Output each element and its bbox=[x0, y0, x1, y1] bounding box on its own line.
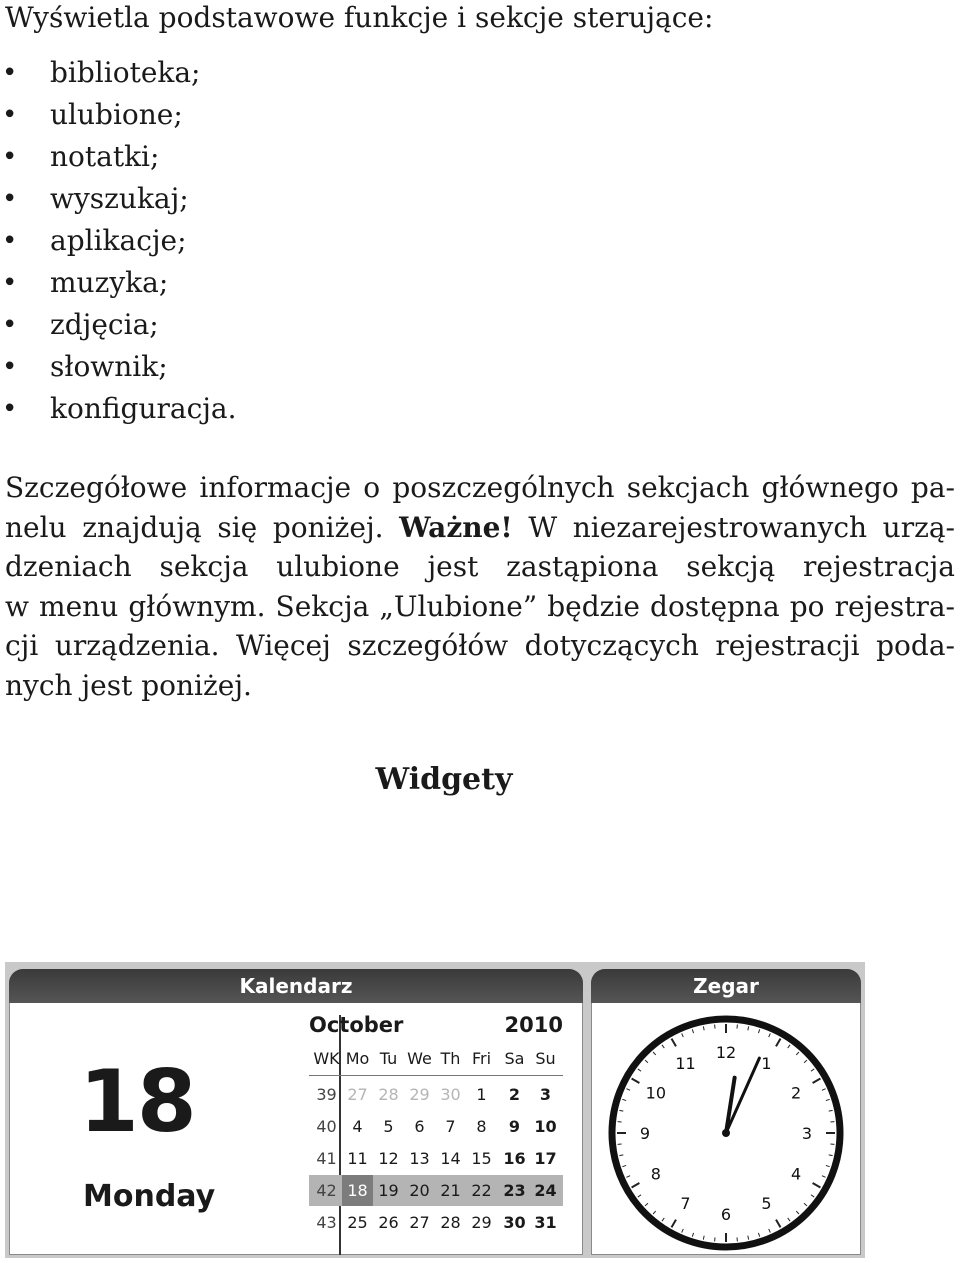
weekday-header: Fri bbox=[471, 1049, 492, 1068]
weekday-header: Tu bbox=[379, 1049, 398, 1068]
calendar-day[interactable]: 23 bbox=[503, 1181, 526, 1200]
calendar-week-row bbox=[309, 1207, 563, 1238]
bullet-icon: • bbox=[2, 184, 18, 214]
list-item bbox=[0, 94, 237, 136]
calendar-day[interactable]: 30 bbox=[503, 1213, 526, 1232]
bullet-icon: • bbox=[2, 142, 18, 172]
weekday-label: Monday bbox=[83, 1179, 216, 1214]
week-number: 40 bbox=[316, 1117, 337, 1136]
calendar-week-row bbox=[309, 1079, 563, 1110]
widgets-screenshot bbox=[5, 962, 865, 1258]
list-item bbox=[0, 178, 237, 220]
list-item-label: zdjęcia; bbox=[50, 308, 159, 341]
clock-number: 1 bbox=[761, 1053, 772, 1073]
calendar-separator bbox=[309, 1075, 563, 1076]
calendar-day[interactable]: 12 bbox=[378, 1149, 399, 1168]
calendar-day[interactable]: 27 bbox=[409, 1213, 430, 1232]
list-item-label: notatki; bbox=[50, 140, 160, 173]
list-item-label: konfiguracja. bbox=[50, 392, 237, 425]
calendar-header bbox=[309, 1013, 563, 1043]
week-number: 42 bbox=[316, 1181, 337, 1200]
weekday-header: WK bbox=[313, 1049, 340, 1068]
clock-widget[interactable] bbox=[591, 969, 861, 1255]
calendar-day[interactable]: 31 bbox=[534, 1213, 557, 1232]
paragraph-text: nelu znajdują się poniżej. bbox=[5, 510, 384, 544]
calendar-day[interactable]: 28 bbox=[440, 1213, 461, 1232]
paragraph-line: nych jest poniżej. bbox=[5, 668, 252, 702]
calendar-day[interactable]: 22 bbox=[471, 1181, 492, 1200]
important-label: Ważne! bbox=[399, 510, 513, 544]
weekday-header: We bbox=[407, 1049, 432, 1068]
weekday-header: Sa bbox=[504, 1049, 525, 1068]
clock-center bbox=[722, 1129, 730, 1137]
clock-number: 2 bbox=[791, 1083, 802, 1103]
calendar-widget-title: Kalendarz bbox=[9, 969, 583, 1003]
bullet-icon: • bbox=[2, 100, 18, 130]
calendar-day[interactable]: 26 bbox=[378, 1213, 399, 1232]
clock-number: 7 bbox=[680, 1194, 691, 1214]
paragraph-line: w menu głównym. Sekcja „Ulubione” będzie dostępna po rejestra- bbox=[5, 589, 955, 623]
paragraph-text: W niezarejestrowanych urzą- bbox=[528, 510, 955, 544]
calendar-day[interactable]: 20 bbox=[409, 1181, 430, 1200]
calendar-widget[interactable] bbox=[9, 969, 583, 1255]
list-item bbox=[0, 52, 237, 94]
calendar-day[interactable]: 3 bbox=[539, 1085, 552, 1104]
calendar-day[interactable]: 28 bbox=[378, 1085, 399, 1104]
calendar-day[interactable]: 17 bbox=[534, 1149, 557, 1168]
calendar-week-row bbox=[309, 1143, 563, 1174]
list-item bbox=[0, 136, 237, 178]
calendar-day[interactable]: 11 bbox=[347, 1149, 368, 1168]
analog-clock bbox=[602, 1011, 850, 1251]
calendar-day[interactable]: 6 bbox=[414, 1117, 425, 1136]
clock-number: 5 bbox=[761, 1194, 772, 1214]
clock-number: 12 bbox=[715, 1043, 737, 1062]
clock-number: 11 bbox=[675, 1053, 696, 1073]
clock-number: 10 bbox=[645, 1083, 667, 1103]
bullet-icon: • bbox=[2, 352, 18, 382]
paragraph-line: dzeniach sekcja ulubione jest zastąpiona sekcją rejestracja bbox=[5, 550, 955, 583]
clock-number: 9 bbox=[639, 1124, 651, 1143]
weekday-header: Su bbox=[535, 1049, 556, 1068]
calendar-day[interactable]: 1 bbox=[476, 1085, 487, 1104]
list-item bbox=[0, 346, 237, 388]
weekday-header-row bbox=[309, 1049, 563, 1073]
list-item bbox=[0, 220, 237, 262]
calendar-day[interactable]: 4 bbox=[352, 1117, 363, 1136]
calendar-day[interactable]: 25 bbox=[347, 1213, 368, 1232]
calendar-day[interactable]: 15 bbox=[471, 1149, 492, 1168]
calendar-day[interactable]: 29 bbox=[471, 1213, 492, 1232]
month-label: October bbox=[309, 1013, 404, 1037]
sections-list bbox=[0, 52, 237, 430]
bullet-icon: • bbox=[2, 268, 18, 298]
sections-paragraph bbox=[5, 468, 955, 705]
calendar-day[interactable]: 7 bbox=[445, 1117, 456, 1136]
calendar-day[interactable]: 5 bbox=[383, 1117, 394, 1136]
week-number: 43 bbox=[316, 1213, 337, 1232]
calendar-day[interactable]: 29 bbox=[409, 1085, 430, 1104]
clock-number: 4 bbox=[791, 1164, 802, 1184]
weekday-header: Th bbox=[440, 1049, 461, 1068]
calendar-day[interactable]: 21 bbox=[440, 1181, 461, 1200]
bullet-icon: • bbox=[2, 58, 18, 88]
bullet-icon: • bbox=[2, 226, 18, 256]
calendar-day[interactable]: 30 bbox=[440, 1085, 461, 1104]
list-item-label: biblioteka; bbox=[50, 56, 201, 89]
clock-number: 3 bbox=[801, 1124, 813, 1143]
clock-widget-title: Zegar bbox=[591, 969, 861, 1003]
big-day-number: 18 bbox=[79, 1052, 195, 1152]
list-item-label: wyszukaj; bbox=[50, 182, 189, 215]
paragraph-line: Szczegółowe informacje o poszczególnych sekcjach głównego pa- bbox=[5, 471, 955, 504]
clock-number: 6 bbox=[720, 1205, 732, 1224]
clock-number: 8 bbox=[650, 1164, 661, 1184]
list-item-label: słownik; bbox=[50, 350, 168, 383]
calendar-day[interactable]: 13 bbox=[409, 1149, 430, 1168]
week-number: 41 bbox=[316, 1149, 337, 1168]
calendar-day[interactable]: 24 bbox=[534, 1181, 557, 1200]
calendar-day[interactable]: 9 bbox=[508, 1117, 521, 1136]
paragraph-line: cji urządzenia. Więcej szczegółów dotyczących rejestracji poda- bbox=[5, 629, 955, 662]
calendar-day[interactable]: 27 bbox=[347, 1085, 368, 1104]
paragraph-line bbox=[5, 508, 955, 548]
section-heading: Widgety bbox=[375, 762, 513, 797]
week-number: 39 bbox=[316, 1085, 337, 1104]
intro-text: Wyświetla podstawowe funkcje i sekcje sterujące: bbox=[5, 1, 714, 34]
list-item-label: muzyka; bbox=[50, 266, 169, 299]
list-item bbox=[0, 262, 237, 304]
bullet-icon: • bbox=[2, 394, 18, 424]
calendar-day[interactable]: 10 bbox=[534, 1117, 557, 1136]
year-label: 2010 bbox=[504, 1013, 563, 1037]
list-item-label: aplikacje; bbox=[50, 224, 187, 257]
calendar-day[interactable]: 18 bbox=[342, 1175, 373, 1206]
list-item bbox=[0, 304, 237, 346]
bullet-icon: • bbox=[2, 310, 18, 340]
calendar-week-row bbox=[309, 1111, 563, 1142]
calendar-day[interactable]: 14 bbox=[440, 1149, 461, 1168]
calendar-week-row bbox=[309, 1175, 563, 1206]
weekday-header: Mo bbox=[345, 1049, 370, 1068]
list-item bbox=[0, 388, 237, 430]
calendar-day[interactable]: 2 bbox=[508, 1085, 521, 1104]
calendar-day[interactable]: 8 bbox=[476, 1117, 487, 1136]
calendar-day[interactable]: 16 bbox=[503, 1149, 526, 1168]
calendar-day[interactable]: 19 bbox=[378, 1181, 399, 1200]
list-item-label: ulubione; bbox=[50, 98, 183, 131]
